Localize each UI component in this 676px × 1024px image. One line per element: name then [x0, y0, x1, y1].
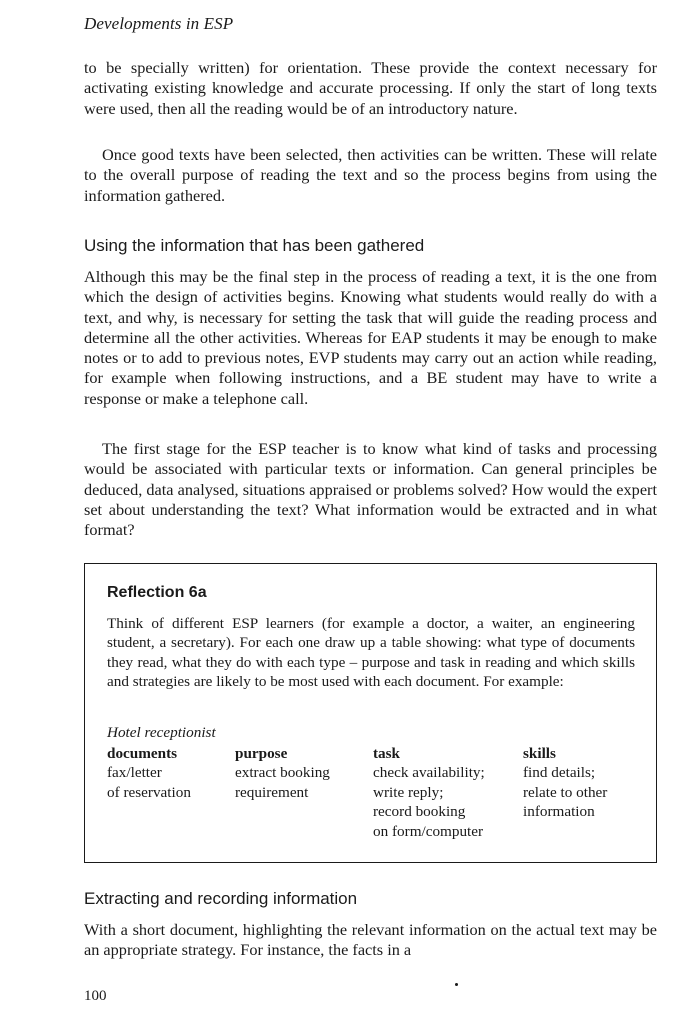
scan-speck	[455, 983, 458, 986]
section-heading-using-information: Using the information that has been gathered	[84, 236, 425, 255]
body-paragraph-1: to be specially written) for orientation. These provide the context necessary for activating existing knowledge and accurate processing. If only the start of long texts were used, then all the reading would be of an introductory nature.	[84, 58, 657, 118]
body-paragraph-2: Once good texts have been selected, then activities can be written. These will relate to the overall purpose of reading the text and so the process begins from using the information gathered.	[84, 145, 657, 205]
example-label: Hotel receptionist	[107, 724, 216, 741]
column-header: skills	[523, 745, 556, 762]
reflection-text: Think of different ESP learners (for example a doctor, a waiter, an engineering student, a secretary). For each one draw up a table showing: what type of documents they read, what they do with each type – purpose and task in reading and which skills and strategies are likely to be most used with each document. For example:	[107, 615, 635, 691]
column-cell: of reservation	[107, 783, 191, 801]
column-cell: check availability;	[373, 764, 485, 782]
page-number: 100	[84, 988, 107, 1004]
running-head: Developments in ESP	[84, 14, 234, 33]
column-cell: record booking	[373, 803, 466, 821]
body-paragraph-5: With a short document, highlighting the relevant information on the actual text may be an appropriate strategy. For instance, the facts in a	[84, 920, 657, 960]
column-cell: on form/computer	[373, 822, 484, 840]
column-cell: relate to other	[523, 783, 608, 801]
column-cell: write reply;	[373, 783, 444, 801]
column-header: purpose	[235, 745, 288, 762]
column-cell: find details;	[523, 764, 596, 782]
column-header: documents	[107, 745, 178, 762]
column-cell: requirement	[235, 783, 309, 801]
section-heading-extracting: Extracting and recording information	[84, 889, 358, 908]
column-header: task	[373, 745, 401, 762]
column-cell: fax/letter	[107, 764, 162, 782]
column-documents	[107, 744, 191, 802]
column-task	[373, 744, 485, 841]
column-skills	[523, 744, 607, 822]
column-cell: information	[523, 803, 595, 821]
body-paragraph-3: Although this may be the final step in the process of reading a text, it is the one from which the design of activities begins. Knowing what students would really do with a text, and why, is necessary for setting the task that will guide the reading process and determine all the other activities. Whereas for EAP students it may be enough to make notes or to add to previous notes, EVP students may carry out an action while reading, for example when following instructions, and a BE student may have to write a response or make a telephone call.	[84, 267, 657, 408]
reflection-box	[84, 563, 657, 863]
column-purpose	[235, 744, 330, 802]
reflection-title: Reflection 6a	[107, 584, 207, 601]
body-paragraph-4: The first stage for the ESP teacher is to know what kind of tasks and processing would be associated with particular texts or information. Can general principles be deduced, data analysed, situations appraised or problems solved? How would the expert set about understanding the text? What information would be extracted and in what format?	[84, 439, 657, 540]
column-cell: extract booking	[235, 764, 330, 782]
